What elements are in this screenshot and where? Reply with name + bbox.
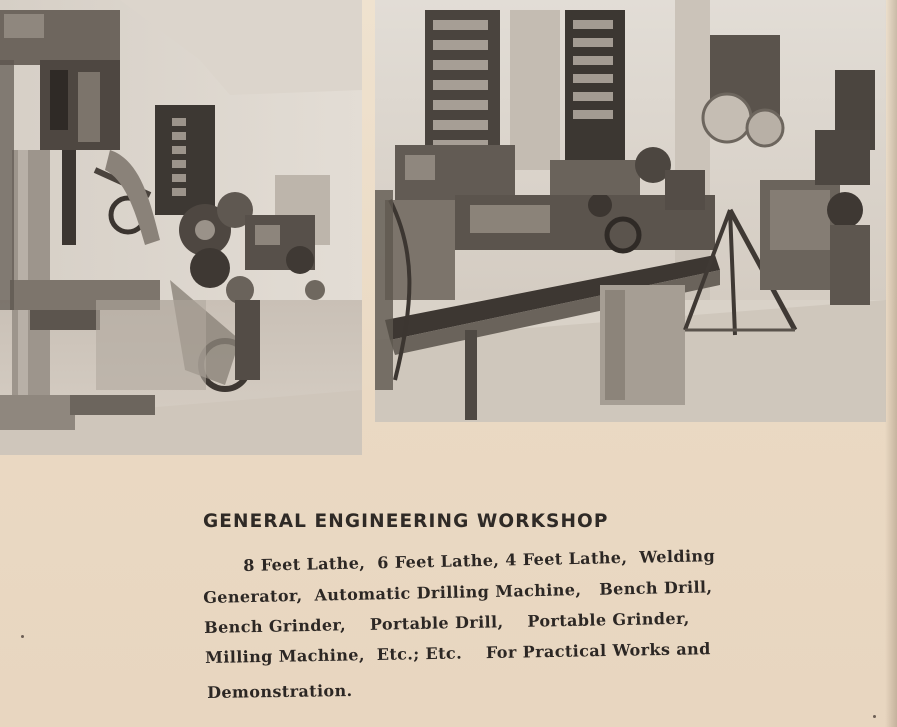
description-line-4: Milling Machine, Etc.; Etc. For Practical Works and — [205, 639, 711, 667]
description-line-2: Generator, Automatic Drilling Machine, Bench Drill, — [203, 577, 713, 607]
description-line-3: Bench Grinder, Portable Drill, Portable Grinder, — [204, 608, 690, 637]
photo-drilling-machine — [0, 0, 362, 455]
lathe-illustration — [375, 0, 886, 422]
section-heading: GENERAL ENGINEERING WORKSHOP — [203, 511, 609, 532]
drilling-machine-illustration — [0, 0, 362, 455]
photo-lathe-machines — [375, 0, 886, 422]
description-line-1: 8 Feet Lathe, 6 Feet Lathe, 4 Feet Lathe, Welding — [243, 546, 716, 575]
paper-speck — [873, 715, 876, 718]
paper-speck — [21, 635, 24, 638]
description-line-5: Demonstration. — [207, 680, 353, 702]
page-edge-shadow — [885, 0, 897, 727]
